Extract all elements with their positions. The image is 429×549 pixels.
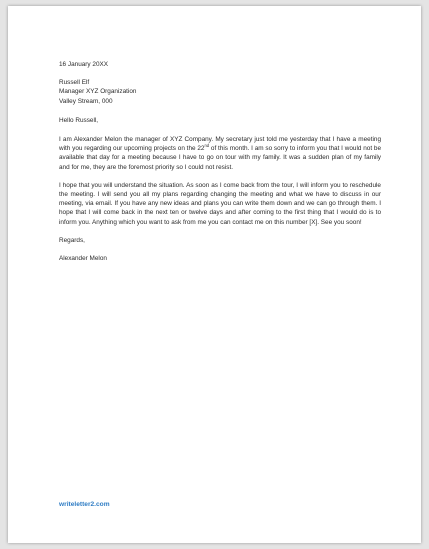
ordinal-suffix: nd	[204, 143, 210, 149]
paragraph-1-part-b: of this month. I am so sorry to inform you that I would not be available that day for a meeting because I have to go on tour with my family. It was a sudden plan of my family and for me, they are the foremost priority so I could not resist.	[59, 145, 382, 171]
letter-body	[59, 60, 381, 263]
paragraph-2: I hope that you will understand the situation. As soon as I come back from the tour, I will inform you to reschedule the meeting. I will send you all my plans regarding changing the meeting and what we have to discuss in our meeting, via email. If you have any new ideas and plans you can write them down and we can go through them. I hope that I will come back in the next ten or twelve days and after coming to the first thing that I would do is to inform you. Anything which you want to ask from me you can contact me on this number [X]. See you soon!	[59, 181, 381, 226]
greeting: Hello Russell,	[59, 116, 99, 124]
recipient-block	[59, 78, 381, 106]
letter-date: 16 January 20XX	[59, 61, 109, 68]
closing: Regards,	[59, 236, 85, 244]
footer-site-link[interactable]: writeletter2.com	[59, 501, 110, 508]
recipient-name: Russell Elf	[59, 79, 90, 87]
recipient-address: Valley Stream, 000	[59, 97, 113, 105]
recipient-title: Manager XYZ Organization	[59, 88, 137, 96]
paragraph-1	[59, 135, 381, 172]
paragraph-1-part-a: I am Alexander Melon the manager of XYZ Company. My secretary just told me yesterday that I have a meeting with you regarding our upcoming projects on the 22	[59, 136, 381, 153]
document-page	[8, 6, 421, 543]
signature: Alexander Melon	[59, 255, 107, 263]
